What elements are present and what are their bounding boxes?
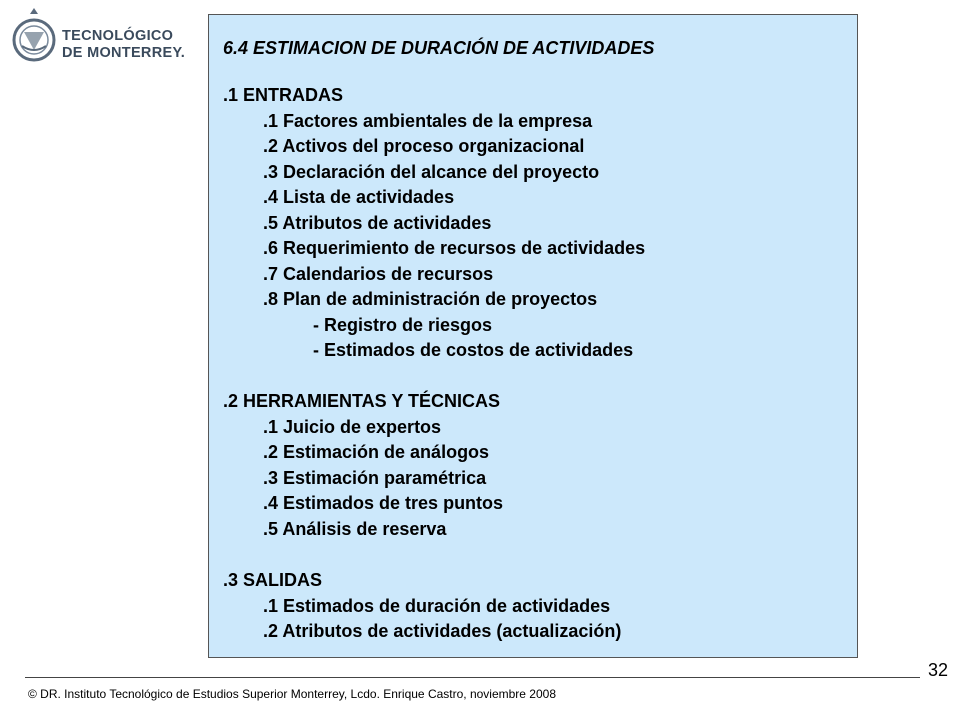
logo-line-1: TECNOLÓGICO [62, 28, 174, 44]
list-item: .1 Estimados de duración de actividades [263, 596, 611, 616]
footer-divider [25, 677, 920, 678]
logo-line-2: DE MONTERREY. [62, 45, 186, 61]
list-item: .2 Activos del proceso organizacional [263, 136, 585, 156]
list-item: .5 Atributos de actividades [263, 213, 492, 233]
list-item: .3 Estimación paramétrica [263, 468, 487, 488]
slide-title: 6.4 ESTIMACION DE DURACIÓN DE ACTIVIDADES [223, 38, 655, 58]
logo-wordmark [62, 28, 185, 62]
sub-list-item: - Estimados de costos de actividades [313, 340, 634, 360]
sub-list-item: - Registro de riesgos [313, 315, 493, 335]
list-item: .1 Juicio de expertos [263, 417, 442, 437]
tec-seal-icon [10, 6, 58, 68]
list-item: .2 Estimación de análogos [263, 442, 490, 462]
list-item: .5 Análisis de reserva [263, 519, 447, 539]
list-item: .2 Atributos de actividades (actualización) [263, 621, 622, 641]
section-heading-herramientas: .2 HERRAMIENTAS Y TÉCNICAS [223, 391, 501, 411]
tec-logo [10, 6, 200, 68]
list-item: .7 Calendarios de recursos [263, 264, 494, 284]
list-item: .4 Lista de actividades [263, 187, 455, 207]
section-heading-salidas: .3 SALIDAS [223, 570, 323, 590]
list-item: .1 Factores ambientales de la empresa [263, 111, 593, 131]
list-item: .3 Declaración del alcance del proyecto [263, 162, 600, 182]
list-item: .4 Estimados de tres puntos [263, 493, 504, 513]
section-heading-entradas: .1 ENTRADAS [223, 85, 344, 105]
page-number: 32 [928, 660, 949, 680]
list-item: .6 Requerimiento de recursos de actividades [263, 238, 646, 258]
content-box [208, 14, 858, 658]
copyright-notice: © DR. Instituto Tecnológico de Estudios Superior Monterrey, Lcdo. Enrique Castro, noviembre 2008 [28, 687, 557, 701]
list-item: .8 Plan de administración de proyectos [263, 289, 598, 309]
